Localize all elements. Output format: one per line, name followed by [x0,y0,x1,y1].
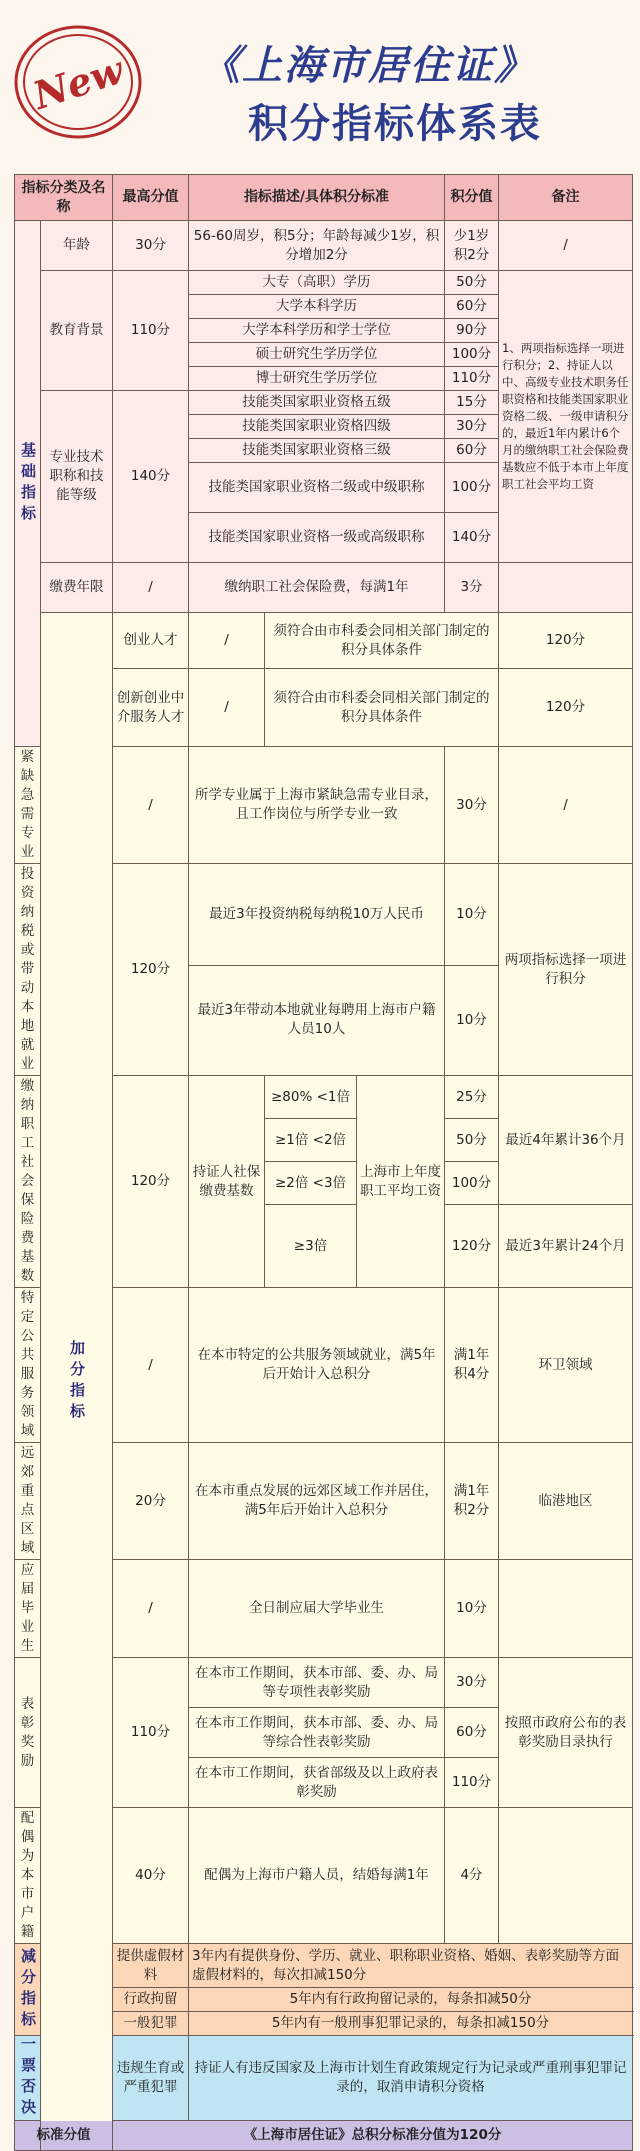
table-row: 应届毕业生 / 全日制应届大学毕业生 10分 [15,1560,633,1658]
new-stamp-icon [8,12,148,152]
table-row: 表彰奖励 110分 在本市工作期间，获本市部、委、办、局等专项性表彰奖励 30分 按照市政府公布的表彰奖励目录执行 [15,1658,633,1708]
col-note: 备注 [499,175,633,221]
col-desc: 指标描述/具体积分标准 [189,175,445,221]
table-row: 技能类国家职业资格一级或高级职称 140分 [15,513,633,563]
table-row: 技能类国家职业资格三级 60分 [15,439,633,463]
table-row: 投资纳税或带动本地就业 120分 最近3年投资纳税每纳税10万人民币 10分 两项指标选择一项进行积分 [15,864,633,966]
table-row: 技能类国家职业资格二级或中级职称 100分 [15,463,633,513]
table-row: 配偶为本市户籍 40分 配偶为上海市户籍人员，结婚每满1年 4分 [15,1808,633,1944]
table-row: 大学本科学历和学士学位 90分 [15,319,633,343]
group-minus: 减分指标 [15,1944,41,2036]
table-row: 特定公共服务领域 / 在本市特定的公共服务领域就业，满5年后开始计入总积分 满1年积4分 环卫领域 [15,1288,633,1443]
table-row: 基础指标 年龄 30分 56-60周岁，积5分；年龄每减少1岁，积分增加2分 少1岁积2分 / [15,221,633,271]
group-base: 基础指标 [15,221,41,747]
table-row: 远郊重点区域 20分 在本市重点发展的远郊区域工作并居住，满5年后开始计入总积分 满1年积2分 临港地区 [15,1443,633,1560]
group-veto: 一票否决 [15,2036,41,2121]
table-row: 减分指标 提供虚假材料 3年内有提供身份、学历、就业、职称职业资格、婚姻、表彰奖励等方面虚假材料的，每次扣减150分 [15,1944,633,1988]
page-title-line2: 积分指标体系表 [248,101,542,147]
note-edu-tech: 1、两项指标选择一项进行积分；2、持证人以中、高级专业技术职务任职资格和技能类国家职业资格二级、一级申请积分的，最近1年内累计6个月的缴纳职工社会保险费基数应不低于本市上年度职工社会平均工资 [499,271,633,563]
table-row: 专业技术职称和技能等级 140分 技能类国家职业资格五级 15分 [15,391,633,415]
table-header [15,175,633,221]
table-row: 教育背景 110分 大专（高职）学历 50分 1、两项指标选择一项进行积分；2、持证人以中、高级专业技术职务任职资格和技能类国家职业资格二级、一级申请积分的，最近1年内累计6个月的缴纳职工社会保险费基数应不低于本市上年度职工社会平均工资 [15,271,633,295]
table-row: 博士研究生学历学位 110分 [15,367,633,391]
col-max: 最高分值 [113,175,189,221]
table-row: ≥3倍 120分 最近3年累计24个月 [15,1205,633,1288]
table-row: 缴费年限 / 缴纳职工社会保险费，每满1年 3分 [15,563,633,613]
col-category: 指标分类及名称 [15,175,113,221]
group-bonus: 加分指标 [41,613,113,2151]
table-row: 在本市工作期间，获本市部、委、办、局等综合性表彰奖励 60分 [15,1708,633,1758]
table-row: 行政拘留 5年内有行政拘留记录的，每条扣减50分 [15,1988,633,2012]
table-row: 硕士研究生学历学位 100分 [15,343,633,367]
table-row: 缴纳职工社会保险费基数 120分 持证人社保缴费基数 ≥80% <1倍 上海市上年度职工平均工资 25分 最近4年累计36个月 [15,1076,633,1119]
points-table [14,174,633,2151]
col-value: 积分值 [445,175,499,221]
table-row: 在本市工作期间，获省部级及以上政府表彰奖励 110分 [15,1758,633,1808]
table-row: 一般犯罪 5年内有一般刑事犯罪记录的，每条扣减150分 [15,2012,633,2036]
table-row: 标准分值 《上海市居住证》总积分标准分值为120分 [15,2121,633,2151]
table-row: 一票否决 违规生育或严重犯罪 持证人有违反国家及上海市计划生育政策规定行为记录或严重刑事犯罪记录的，取消申请积分资格 [15,2036,633,2121]
table-row: 技能类国家职业资格四级 30分 [15,415,633,439]
table-row: 大学本科学历 60分 [15,295,633,319]
svg-text:New: New [27,46,129,119]
page-title-line1: 《上海市居住证》 [200,43,536,89]
table-row: ≥1倍 <2倍 50分 [15,1119,633,1162]
table-row: 紧缺急需专业 / 所学专业属于上海市紧缺急需专业目录，且工作岗位与所学专业一致 30分 / [15,747,633,864]
table-row: 创新创业中介服务人才 / 须符合由市科委会同相关部门制定的积分具体条件 120分 [15,669,633,747]
table-row: ≥2倍 <3倍 100分 [15,1162,633,1205]
table-row: 最近3年带动本地就业每聘用上海市户籍人员10人 10分 [15,965,633,1075]
header [0,0,640,172]
table-row: 加分指标 创业人才 / 须符合由市科委会同相关部门制定的积分具体条件 120分 [15,613,633,669]
